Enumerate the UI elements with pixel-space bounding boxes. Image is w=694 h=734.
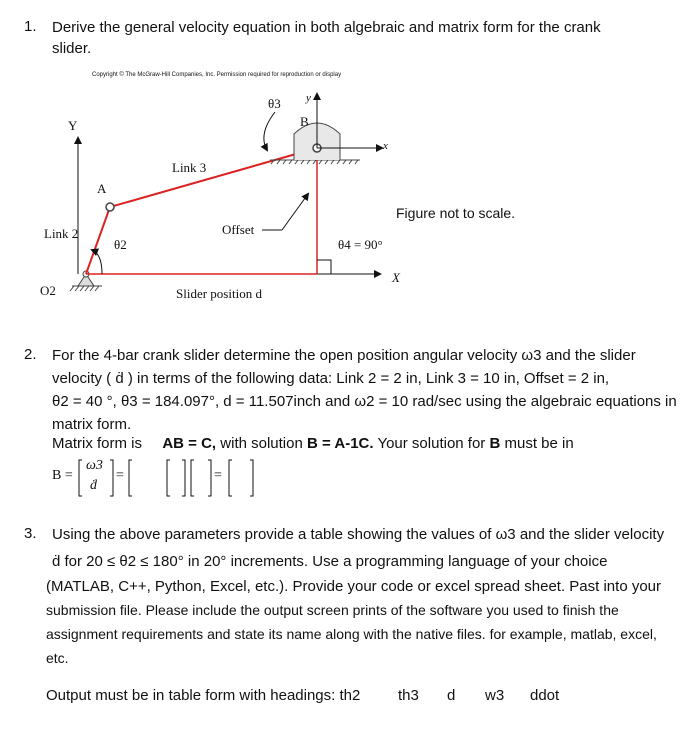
offset-label: Offset [222,222,255,237]
heading-th3: th3 [398,687,419,704]
q2-line4: matrix form. [52,416,132,433]
with-solution-text: with solution [220,435,303,452]
mechanism-diagram [30,64,670,314]
q3-number: 3. [24,525,37,542]
theta3-arc [264,112,275,150]
slider-position-label: Slider position d [176,286,262,301]
point-b-label: B [300,114,309,129]
offset-pointer-arrow [282,194,308,230]
y-axis-label: Y [68,118,78,133]
copyright-text: Copyright © The McGraw-Hill Companies, Inc. Permission required for reproduction or display [92,72,342,78]
mechanism-figure [30,64,670,314]
your-solution-text: Your solution for [377,435,486,452]
ddot-entry: ḋ [90,478,97,493]
q1-line2: slider. [52,40,92,57]
link-2 [86,207,110,274]
q3-line5: assignment requirements and state its name along with the native files. for example, matlab, excel, [46,626,657,642]
q2-number: 2. [24,346,37,363]
q1-number: 1. [24,18,37,35]
b-equals-ainv-c: B = A-1C. [307,435,374,452]
link-3 [110,148,317,207]
not-to-scale-note: Figure not to scale. [396,205,516,221]
theta3-label: θ3 [268,96,281,111]
q2-line5 [52,434,652,454]
q3-line2: ḋ for 20 ≤ θ2 ≤ 180° in 20° increments. Use a programming language of your choice [52,553,608,570]
must-be-in-text: must be in [504,435,574,452]
matrix-brackets [52,456,272,500]
theta4-label: θ4 = 90° [338,237,383,252]
q3-line6: etc. [46,650,69,666]
x-axis-label: X [392,270,400,285]
q2-line3: θ2 = 40 °, θ3 = 184.097°, d = 11.507inch and ω2 = 10 rad/sec using the algebraic equations in [52,393,677,410]
y-small-label: y [306,92,311,104]
link2-label: Link 2 [44,226,79,241]
theta4-arc [317,260,331,274]
q2-line1: For the 4-bar crank slider determine the open position angular velocity ω3 and the slider [52,347,636,364]
q3-line1: Using the above parameters provide a table showing the values of ω3 and the slider velocity [52,526,665,543]
heading-w3: w3 [485,687,505,704]
q1-line1: Derive the general velocity equation in both algebraic and matrix form for the crank [52,19,601,36]
equals-sign-2: = [214,468,222,483]
ab-equals-c: AB = C, [162,435,217,452]
b-bold: B [489,435,501,452]
heading-ddot: ddot [530,687,560,704]
omega3-entry: ω3 [86,458,103,473]
matrix-form-text: Matrix form is [52,435,142,452]
b-matrix-equation [52,456,272,500]
q2-line2: velocity ( ḋ ) in terms of the following data: Link 2 = 2 in, Link 3 = 10 in, Offset = 2 in, [52,370,610,387]
q3-line3: (MATLAB, C++, Python, Excel, etc.). Provide your code or excel spread sheet. Past into your [46,578,662,595]
equals-sign: = [116,468,124,483]
o2-label: O2 [40,283,56,298]
theta2-label: θ2 [114,237,127,252]
link3-label: Link 3 [172,160,207,175]
output-label: Output must be in table form with headings: th2 [46,687,361,704]
x-small-label: x [383,140,388,152]
q3-line4: submission file. Please include the output screen prints of the software you used to finish the [46,602,619,618]
b-eq-label: B = [52,468,73,483]
heading-d: d [447,687,456,704]
point-a-label: A [97,181,107,196]
